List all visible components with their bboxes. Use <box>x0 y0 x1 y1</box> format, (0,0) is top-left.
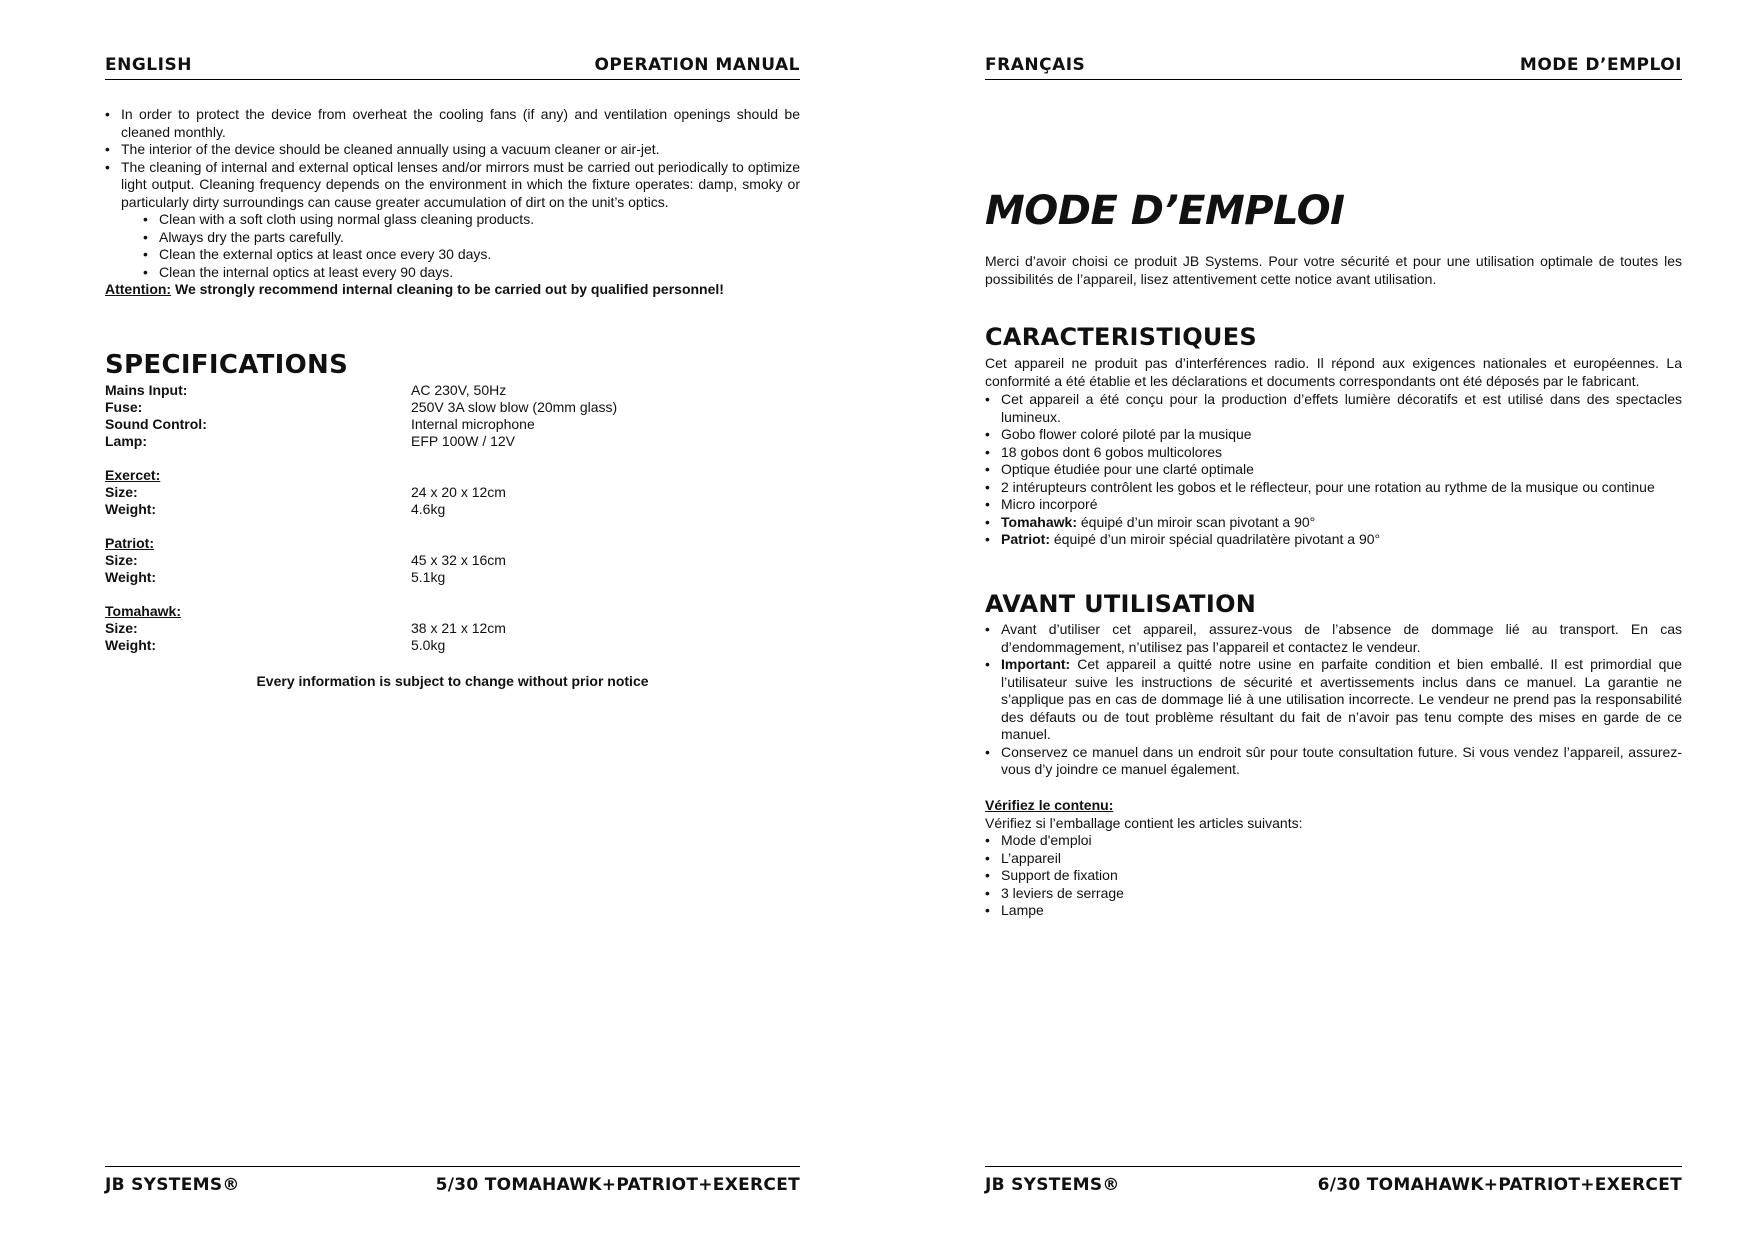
table-row <box>105 416 617 433</box>
right-page <box>985 0 1682 1240</box>
table-row <box>105 620 617 637</box>
list-item: • 2 intérupteurs contrôlent les gobos et le réflecteur, pour une rotation au rythme de la musique ou continue <box>985 479 1682 497</box>
important-text: Cet appareil a quitté notre usine en parfaite condition et bien emballé. Il est primordial que l’utilisateur suive les instructions de sécurité et avertissements inclus dans ce manuel. La garantie ne s’applique pas en cas de dommage lié à une utilisation incorrecte. Le vendeur ne prend pas la responsabilité des défauts ou de tout problème résultant du fait de n’avoir pas tenu compte des mises en garde de ce manuel. <box>1001 656 1682 742</box>
table-row <box>105 552 617 569</box>
spec-value: 5.1kg <box>411 569 446 585</box>
spec-label: Lamp: <box>105 433 147 449</box>
table-row <box>105 433 617 450</box>
patriot-label: Patriot: <box>1001 531 1050 547</box>
list-item <box>985 656 1682 744</box>
page-footer <box>985 1166 1682 1197</box>
list-item: • Mode d'emploi <box>985 832 1682 850</box>
intro-paragraph: Merci d’avoir choisi ce produit JB Systems. Pour votre sécurité et pour une utilisation optimale de toutes les possibilités de l’appareil, lisez attentivement cette notice avant utilisation. <box>985 253 1682 287</box>
spec-value: 4.6kg <box>411 501 446 517</box>
table-row <box>105 484 617 501</box>
table-row <box>105 637 617 654</box>
features-section <box>985 355 1682 549</box>
list-item: • 18 gobos dont 6 gobos multicolores <box>985 444 1682 462</box>
spec-label: Weight: <box>105 637 157 653</box>
tomahawk-label: Tomahawk: <box>1001 513 1077 530</box>
list-item: • Gobo flower coloré piloté par la musique <box>985 426 1682 444</box>
list-item: • Conservez ce manuel dans un endroit sûr pour toute consultation future. Si vous vendez l’appareil, assurez-vous d’y joindre ce manuel également. <box>985 744 1682 779</box>
list-item: • 3 leviers de serrage <box>985 885 1682 903</box>
page-header <box>105 55 800 80</box>
spec-label: Size: <box>105 620 138 636</box>
before-use-section <box>985 621 1682 779</box>
spec-value: Internal microphone <box>411 416 535 432</box>
footer-page-info: 5/30 TOMAHAWK+PATRIOT+EXERCET <box>435 1175 800 1195</box>
important-label: Important: <box>1001 656 1071 672</box>
before-use-title: AVANT UTILISATION <box>985 590 1257 618</box>
spec-value: 250V 3A slow blow (20mm glass) <box>411 399 618 415</box>
footer-page-info: 6/30 TOMAHAWK+PATRIOT+EXERCET <box>1317 1175 1682 1195</box>
contents-section <box>985 797 1682 920</box>
header-title: MODE D’EMPLOI <box>1519 55 1682 75</box>
spec-value: 5.0kg <box>411 637 446 653</box>
list-item: • In order to protect the device from overheat the cooling fans (if any) and ventilation openings should be cleaned monthly. <box>105 106 800 141</box>
spec-group-tomahawk: Tomahawk: <box>105 603 181 619</box>
spec-value: EFP 100W / 12V <box>411 433 516 449</box>
attention-note <box>105 281 800 299</box>
spec-label: Size: <box>105 484 138 500</box>
spec-group-exercet: Exercet: <box>105 467 161 483</box>
list-item <box>985 514 1682 532</box>
header-language: ENGLISH <box>105 55 192 75</box>
list-item: • Avant d’utiliser cet appareil, assurez-vous de l’absence de dommage lié au transport. En cas d’endommagement, n’utilisez pas l’appareil et contactez le vendeur. <box>985 621 1682 656</box>
list-item: • L’appareil <box>985 850 1682 868</box>
patriot-text: équipé d’un miroir spécial quadrilatère pivotant a 90° <box>1050 531 1381 547</box>
footer-brand: JB SYSTEMS® <box>105 1175 240 1195</box>
attention-label: Attention: <box>105 281 172 297</box>
specifications-title: SPECIFICATIONS <box>105 350 349 380</box>
contents-intro: Vérifiez si l’emballage contient les articles suivants: <box>985 814 1303 831</box>
features-intro: Cet appareil ne produit pas d’interférences radio. Il répond aux exigences nationales et européennes. La conformité a été établie et les déclarations et documents correspondants ont été déposés par le fabricant. <box>985 355 1682 389</box>
spec-label: Weight: <box>105 501 157 517</box>
list-item: • Micro incorporé <box>985 496 1682 514</box>
left-page <box>105 0 800 1240</box>
list-item: • Optique étudiée pour une clarté optimale <box>985 461 1682 479</box>
spec-value: 45 x 32 x 16cm <box>411 552 506 568</box>
header-title: OPERATION MANUAL <box>594 55 800 75</box>
tomahawk-text: équipé d’un miroir scan pivotant a 90° <box>1076 513 1316 530</box>
page-footer <box>105 1166 800 1197</box>
attention-text: We strongly recommend internal cleaning to be carried out by qualified personnel! <box>174 281 724 297</box>
list-item <box>985 531 1682 549</box>
page-header <box>985 55 1682 80</box>
spec-label: Size: <box>105 552 138 568</box>
table-row <box>105 501 617 518</box>
list-item: • Clean the external optics at least once every 30 days. <box>143 246 800 264</box>
page-title: MODE D’EMPLOI <box>985 188 1345 234</box>
list-item: • Clean with a soft cloth using normal glass cleaning products. <box>143 211 800 229</box>
list-item: • Clean the internal optics at least every 90 days. <box>143 264 800 282</box>
list-item: • Lampe <box>985 902 1682 920</box>
spec-value: AC 230V, 50Hz <box>411 382 507 398</box>
table-row <box>105 399 617 416</box>
contents-title: Vérifiez le contenu: <box>985 797 1114 813</box>
maintenance-section <box>105 106 800 299</box>
list-item: • Support de fixation <box>985 867 1682 885</box>
header-language: FRANÇAIS <box>985 55 1086 75</box>
spec-label: Weight: <box>105 569 157 585</box>
spec-label: Fuse: <box>105 399 143 415</box>
spec-label: Sound Control: <box>105 416 207 432</box>
list-item: • Always dry the parts carefully. <box>143 229 800 247</box>
spec-label: Mains Input: <box>105 382 188 398</box>
table-row <box>105 569 617 586</box>
table-row <box>105 382 617 399</box>
spec-value: 24 x 20 x 12cm <box>411 484 506 500</box>
spec-value: 38 x 21 x 12cm <box>411 620 506 636</box>
change-notice: Every information is subject to change without prior notice <box>256 673 649 689</box>
features-title: CARACTERISTIQUES <box>985 323 1257 351</box>
footer-brand: JB SYSTEMS® <box>985 1175 1120 1195</box>
spec-group-patriot: Patriot: <box>105 535 154 551</box>
list-item: • The cleaning of internal and external optical lenses and/or mirrors must be carried out periodically to optimize light output. Cleaning frequency depends on the environment in which the fixture operates: damp, smoky or particularly dirty surroundings can cause greater accumulation of dirt on the unit’s optics. <box>105 159 800 212</box>
list-item: • The interior of the device should be cleaned annually using a vacuum cleaner or air-jet. <box>105 141 800 159</box>
specifications-table <box>105 382 800 654</box>
list-item: • Cet appareil a été conçu pour la production d’effets lumière décoratifs et est utilisé dans des spectacles lumineux. <box>985 391 1682 426</box>
